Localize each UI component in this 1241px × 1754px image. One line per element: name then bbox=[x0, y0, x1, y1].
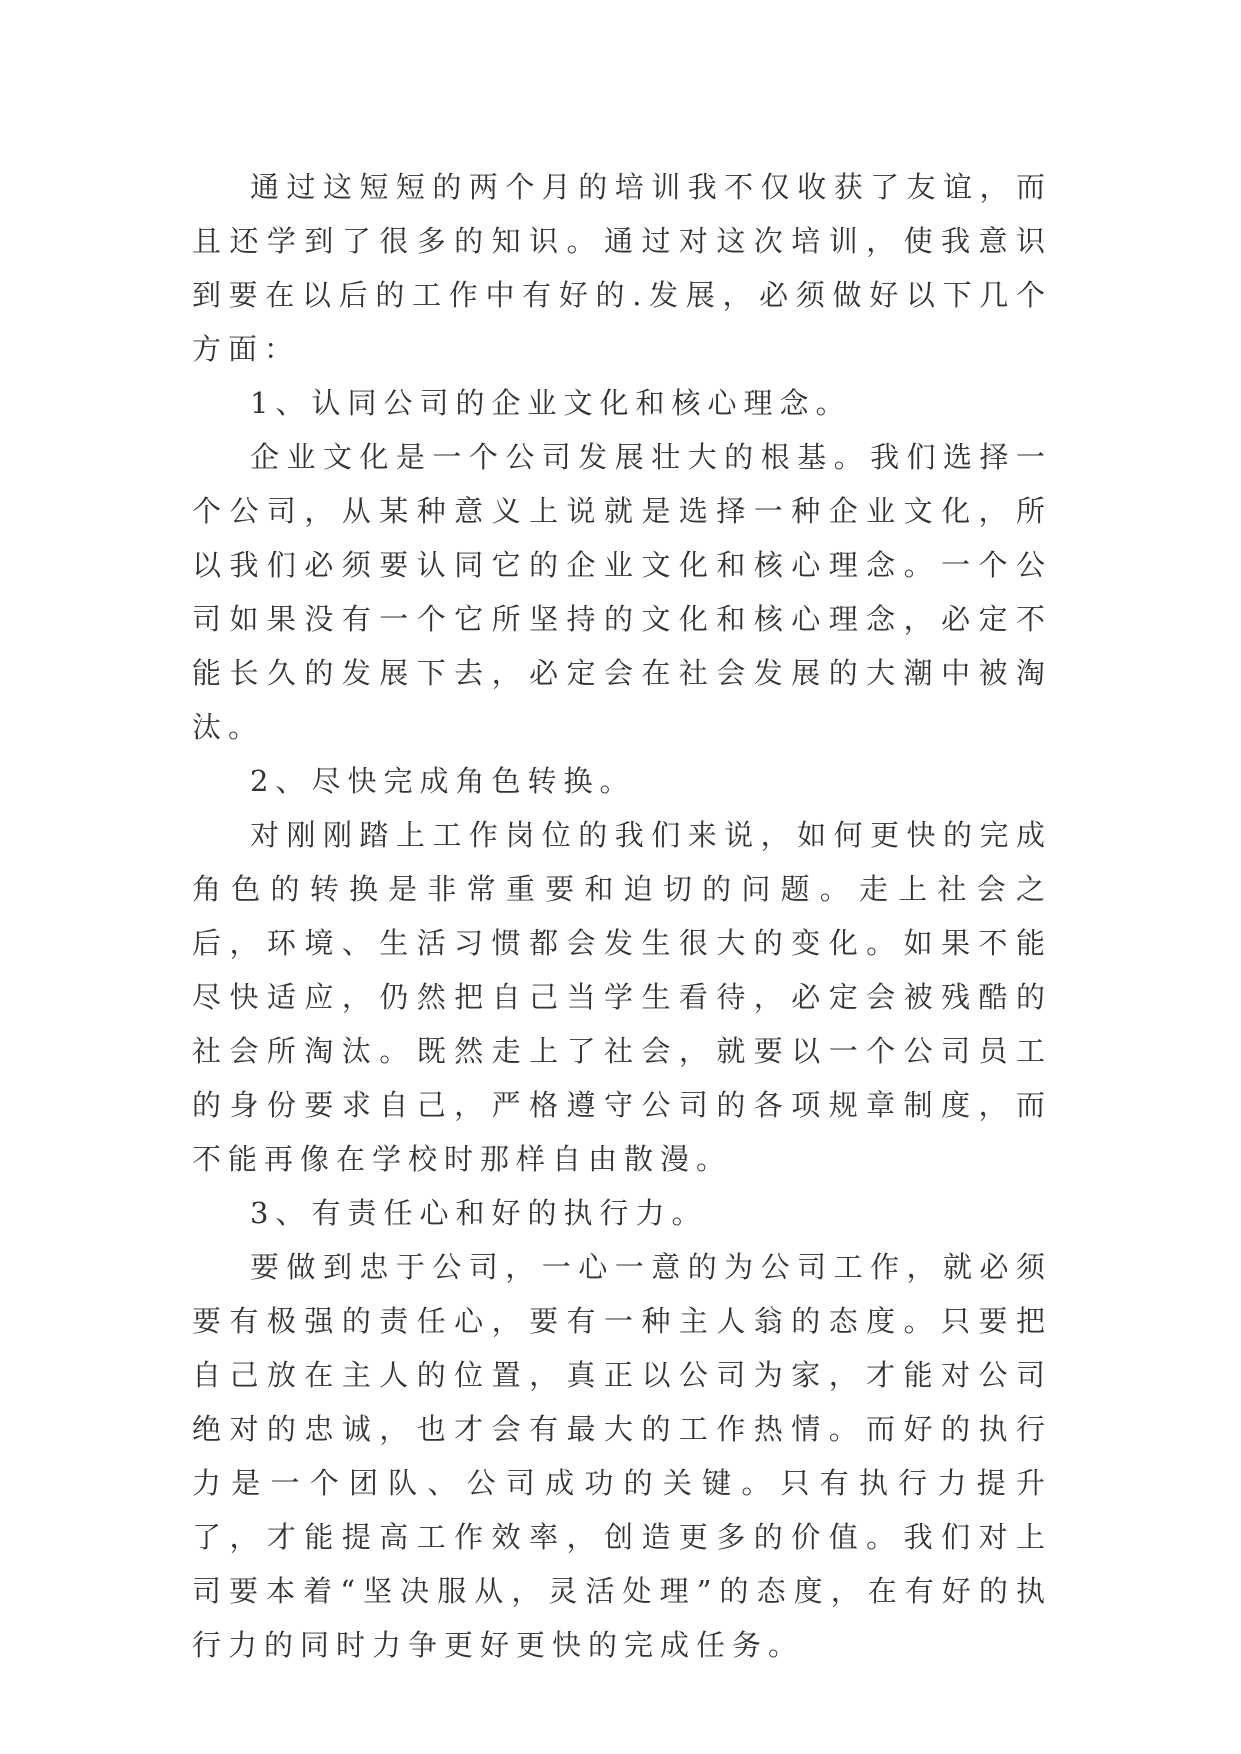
paragraph-responsibility: 要做到忠于公司，一心一意的为公司工作，就必须要有极强的责任心，要有一种主人翁的态度。只要把自己放在主人的位置，真正以公司为家，才能对公司绝对的忠诚，也才会有最大的工作热情。而好的执行力是一个团队、公司成功的关键。只有执行力提升了，才能提高工作效率，创造更多的价值。我们对上司要本着“坚决服从，灵活处理”的态度，在有好的执行力的同时力争更好更快的完成任务。 bbox=[192, 1250, 1052, 1662]
section-heading-3: 3、有责任心和好的执行力。 bbox=[250, 1196, 708, 1230]
paragraph-intro: 通过这短短的两个月的培训我不仅收获了友谊，而且还学到了很多的知识。通过对这次培训，使我意识到要在以后的工作中有好的.发展，必须做好以下几个方面： bbox=[192, 170, 1052, 366]
paragraph-culture: 企业文化是一个公司发展壮大的根基。我们选择一个公司，从某种意义上说就是选择一种企业文化，所以我们必须要认同它的企业文化和核心理念。一个公司如果没有一个它所坚持的文化和核心理念，必定不能长久的发展下去，必定会在社会发展的大潮中被淘汰。 bbox=[192, 440, 1052, 744]
section-heading-2: 2、尽快完成角色转换。 bbox=[250, 764, 636, 798]
document-body bbox=[192, 160, 1052, 1672]
paragraph-role-change: 对刚刚踏上工作岗位的我们来说，如何更快的完成角色的转换是非常重要和迫切的问题。走上社会之后，环境、生活习惯都会发生很大的变化。如果不能尽快适应，仍然把自己当学生看待，必定会被残酷的社会所淘汰。既然走上了社会，就要以一个公司员工的身份要求自己，严格遵守公司的各项规章制度，而不能再像在学校时那样自由散漫。 bbox=[192, 818, 1052, 1176]
section-heading-1: 1、认同公司的企业文化和核心理念。 bbox=[250, 386, 852, 420]
